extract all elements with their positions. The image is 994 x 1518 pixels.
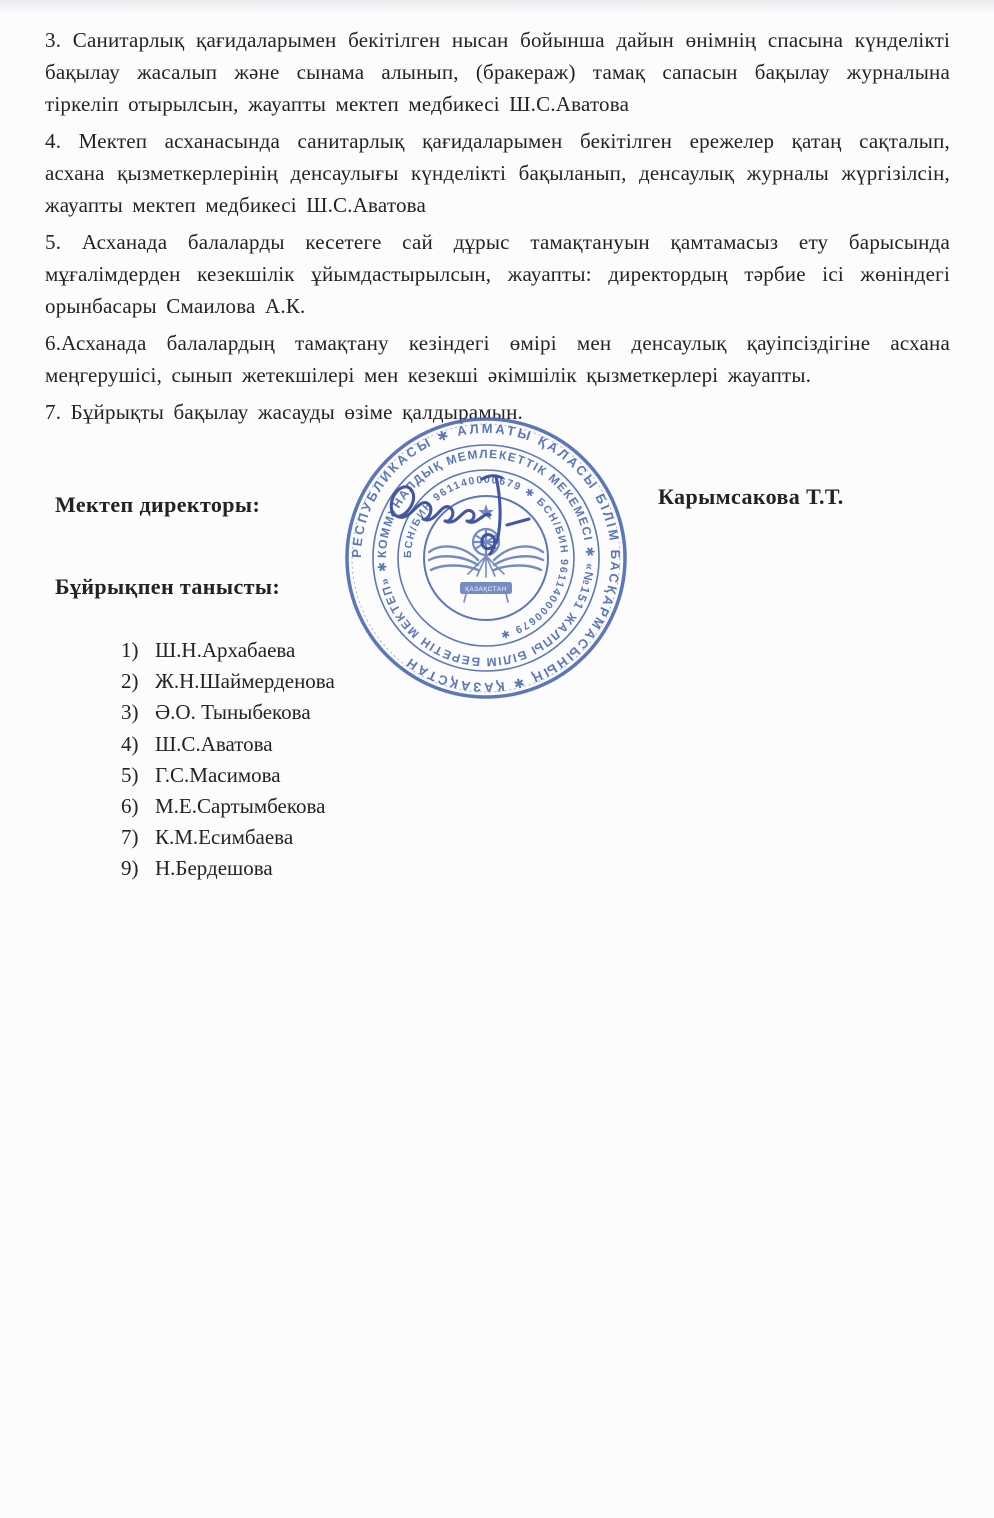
director-name: Карымсакова Т.Т. [658, 484, 844, 509]
list-item [121, 700, 335, 731]
list-item [121, 794, 335, 825]
list-item-number: 2) [121, 669, 139, 694]
stamp-middle-ring-text: КОММУНАЛДЫҚ МЕМЛЕКЕТТІК МЕКЕМЕСІ ✱ «№151 ЖАЛПЫ БІЛІМ БЕРЕТІН МЕКТЕП» ✱ [374, 446, 598, 670]
emblem-banner-text: ҚАЗАҚСТАН [465, 586, 507, 593]
director-label: Мектеп директоры: [55, 492, 261, 517]
list-item-name: Н.Бердешова [155, 856, 273, 881]
paragraph-item-4: 4. Мектеп асханасында санитарлық қағидаларымен бекітілген ережелер қатаң сақталып, асхана қызметкерлерінің денсаулығы күнделікті бақыланып, денсаулық журналы жүргізілсін, жауапты мектеп медбикесі Ш.С.Аватова [45, 129, 950, 217]
paragraph-item-5: 5. Асханада балаларды кесетеге сай дұрыс тамақтануын қамтамасыз ету барысында мұғалімдерден кезекшілік ұйымдастырылсын, жауапты: директордың тәрбие ісі жөніндегі орынбасары Смаилова А.К. [45, 230, 950, 318]
list-item-name: К.М.Есимбаева [155, 825, 294, 850]
list-item-number: 7) [121, 825, 139, 850]
list-item-name: Ш.С.Аватова [155, 731, 273, 756]
list-item-name: М.Е.Сартымбекова [155, 793, 326, 818]
acquainted-names-list [121, 638, 335, 888]
list-item [121, 856, 335, 887]
acquainted-label: Бұйрықпен танысты: [55, 574, 281, 599]
paragraph-item-6: 6.Асханада балалардың тамақтану кезіндегі өмірі мен денсаулық қауіпсіздігіне асхана меңгерушісі, сынып жетекшілері мен кезекші әкімшілік қызметкерлері жауапты. [45, 331, 950, 387]
list-item-name: Ш.Н.Архабаева [155, 638, 296, 662]
list-item-name: Ж.Н.Шаймерденова [155, 669, 335, 694]
list-item-name: Г.С.Масимова [155, 762, 281, 787]
list-item-number: 4) [121, 731, 139, 756]
paragraph-item-7: 7. Бұйрықты бақылау жасауды өзіме қалдырамын. [45, 400, 524, 424]
list-item-name: Ә.О. Тыныбекова [155, 700, 311, 725]
list-item-number: 3) [121, 700, 139, 725]
order-paragraphs [45, 24, 950, 433]
paragraph-item-3: 3. Санитарлық қағидаларымен бекітілген нысан бойынша дайын өнімнің спасына күнделікті бақылау жасалып және сынама алынып, (бракераж) тамақ сапасын бақылау журналына тіркеліп отырылсын, жауапты мектеп медбикесі Ш.С.Аватова [45, 28, 950, 116]
list-item-number: 6) [121, 793, 139, 818]
signature [383, 463, 563, 578]
list-item [121, 669, 335, 700]
list-item [121, 763, 335, 794]
list-item [121, 732, 335, 763]
stamp-outer-ring-text: РЕСПУБЛИКАСЫ ✱ АЛМАТЫ ҚАЛАСЫ БІЛІМ БАСҚАРМАСЫНЫҢ ✱ ҚАЗАҚСТАН [348, 420, 624, 696]
list-item [121, 825, 335, 856]
list-item-number: 9) [121, 856, 139, 881]
list-item-number: 5) [121, 762, 139, 787]
stamp-inner-ring-text: БСН/БИН 961140000679 ✱ БСН/БИН 961140000679 ✱ [401, 473, 571, 641]
list-item [121, 638, 335, 669]
list-item-number: 1) [121, 638, 139, 662]
